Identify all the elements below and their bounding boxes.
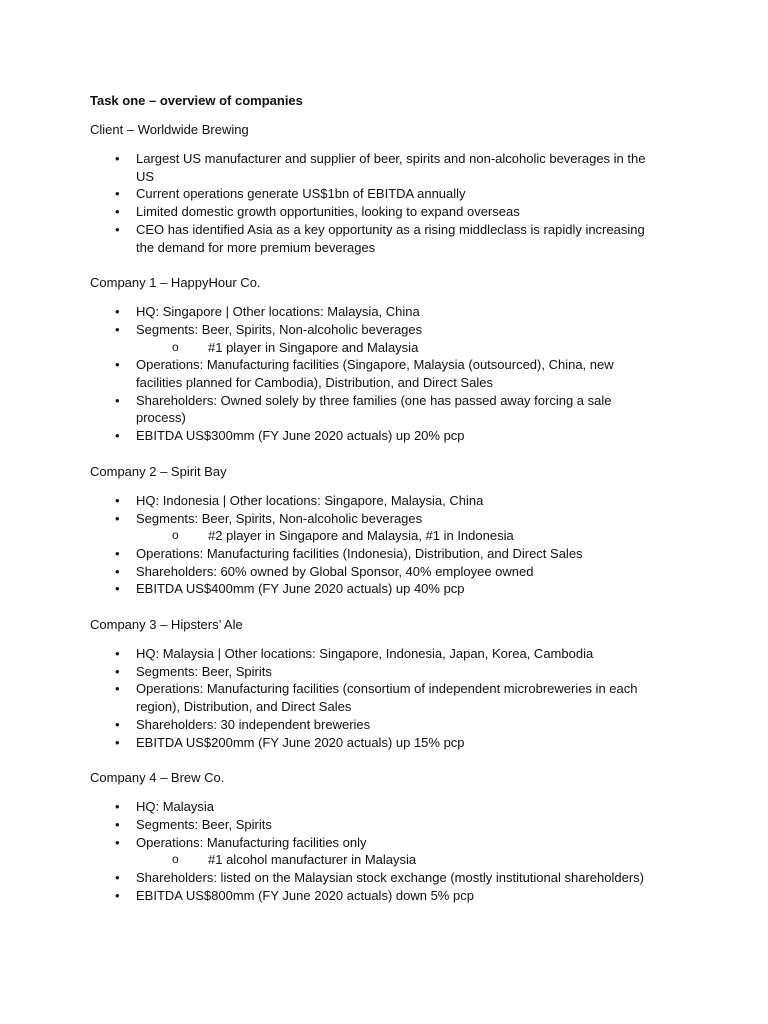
list-item-text: HQ: Malaysia | Other locations: Singapore, Indonesia, Japan, Korea, Cambodia	[136, 646, 594, 662]
bullet-icon: •	[115, 663, 120, 679]
list-item	[90, 798, 660, 816]
list-item-text: #1 player in Singapore and Malaysia	[208, 339, 419, 355]
list-item-text: Limited domestic growth opportunities, looking to expand overseas	[136, 204, 520, 220]
bullet-icon: •	[115, 816, 120, 832]
bullet-icon: •	[115, 870, 120, 886]
list-item	[90, 510, 660, 528]
bullet-icon: •	[115, 563, 120, 579]
list-item-text: Operations: Manufacturing facilities (consortium of independent microbreweries in each region), Distribution, and Direct Sales	[136, 681, 638, 715]
bullet-list	[90, 645, 660, 751]
bullet-icon: •	[115, 734, 120, 750]
list-item	[90, 645, 660, 663]
list-item-text: EBITDA US$300mm (FY June 2020 actuals) up 20% pcp	[136, 428, 465, 444]
bullet-list	[90, 303, 660, 445]
section-title: Company 1 – HappyHour Co.	[90, 275, 261, 291]
section-title: Company 2 – Spirit Bay	[90, 463, 227, 479]
bullet-icon: •	[115, 887, 120, 903]
list-item-text: Segments: Beer, Spirits	[136, 663, 272, 679]
hollow-bullet-icon: o	[172, 852, 179, 867]
sections-container	[90, 121, 660, 905]
bullet-icon: •	[115, 799, 120, 815]
list-item	[90, 356, 660, 391]
sub-list-item	[90, 527, 660, 545]
hollow-bullet-icon: o	[172, 339, 179, 354]
bullet-icon: •	[115, 510, 120, 526]
bullet-icon: •	[115, 321, 120, 337]
sub-list-item	[90, 851, 660, 869]
list-item-text: EBITDA US$400mm (FY June 2020 actuals) up 40% pcp	[136, 581, 465, 597]
list-item	[90, 887, 660, 905]
bullet-list	[90, 150, 660, 256]
list-item-text: Segments: Beer, Spirits, Non-alcoholic beverages	[136, 510, 423, 526]
bullet-icon: •	[115, 221, 120, 237]
bullet-icon: •	[115, 581, 120, 597]
list-item	[90, 680, 660, 715]
list-item	[90, 834, 660, 852]
list-item-text: Operations: Manufacturing facilities only	[136, 834, 367, 850]
list-item-text: #2 player in Singapore and Malaysia, #1 in Indonesia	[208, 528, 514, 544]
bullet-icon: •	[115, 492, 120, 508]
company-section	[90, 463, 660, 598]
list-item-text: HQ: Indonesia | Other locations: Singapore, Malaysia, China	[136, 492, 484, 508]
list-item	[90, 203, 660, 221]
list-item	[90, 303, 660, 321]
list-item	[90, 545, 660, 563]
list-item-text: EBITDA US$800mm (FY June 2020 actuals) down 5% pcp	[136, 887, 474, 903]
company-section	[90, 616, 660, 751]
bullet-icon: •	[115, 834, 120, 850]
company-section	[90, 274, 660, 445]
list-item-text: HQ: Singapore | Other locations: Malaysia, China	[136, 304, 420, 320]
list-item-text: #1 alcohol manufacturer in Malaysia	[208, 852, 417, 868]
sub-list-item	[90, 339, 660, 357]
list-item	[90, 580, 660, 598]
bullet-icon: •	[115, 204, 120, 220]
bullet-icon: •	[115, 646, 120, 662]
list-item-text: Segments: Beer, Spirits, Non-alcoholic beverages	[136, 321, 423, 337]
bullet-icon: •	[115, 357, 120, 373]
list-item	[90, 734, 660, 752]
list-item-text: HQ: Malaysia	[136, 799, 215, 815]
bullet-icon: •	[115, 716, 120, 732]
bullet-icon: •	[115, 681, 120, 697]
list-item	[90, 392, 660, 427]
bullet-list	[90, 798, 660, 904]
section-title: Client – Worldwide Brewing	[90, 122, 249, 137]
bullet-icon: •	[115, 186, 120, 202]
section-title: Company 3 – Hipsters’ Ale	[90, 617, 243, 633]
list-item	[90, 427, 660, 445]
bullet-icon: •	[115, 545, 120, 561]
list-item-text: Shareholders: listed on the Malaysian stock exchange (mostly institutional shareholders)	[136, 870, 644, 886]
list-item	[90, 816, 660, 834]
section-title: Company 4 – Brew Co.	[90, 770, 225, 786]
list-item	[90, 185, 660, 203]
list-item	[90, 663, 660, 681]
bullet-icon: •	[115, 392, 120, 408]
list-item	[90, 492, 660, 510]
bullet-list	[90, 492, 660, 598]
list-item	[90, 869, 660, 887]
list-item-text: Shareholders: Owned solely by three families (one has passed away forcing a sale process)	[136, 392, 612, 426]
bullet-icon: •	[115, 304, 120, 320]
company-section	[90, 769, 660, 904]
list-item	[90, 221, 660, 256]
list-item	[90, 150, 660, 185]
list-item-text: Shareholders: 30 independent breweries	[136, 716, 371, 732]
list-item-text: Shareholders: 60% owned by Global Sponsor, 40% employee owned	[136, 563, 534, 579]
list-item-text: EBITDA US$200mm (FY June 2020 actuals) up 15% pcp	[136, 734, 465, 750]
list-item-text: Segments: Beer, Spirits	[136, 816, 272, 832]
document-title: Task one – overview of companies	[90, 93, 303, 108]
list-item	[90, 321, 660, 339]
hollow-bullet-icon: o	[172, 528, 179, 543]
list-item	[90, 563, 660, 581]
bullet-icon: •	[115, 151, 120, 166]
list-item-text: Largest US manufacturer and supplier of beer, spirits and non-alcoholic beverages in the US	[136, 151, 646, 184]
company-section	[90, 121, 660, 256]
list-item-text: Current operations generate US$1bn of EBITDA annually	[136, 186, 466, 202]
list-item-text: CEO has identified Asia as a key opportunity as a rising middleclass is rapidly increasing the demand for more premium beverages	[136, 221, 645, 255]
list-item-text: Operations: Manufacturing facilities (Indonesia), Distribution, and Direct Sales	[136, 545, 583, 561]
document-page	[90, 92, 660, 923]
list-item	[90, 716, 660, 734]
bullet-icon: •	[115, 428, 120, 444]
list-item-text: Operations: Manufacturing facilities (Singapore, Malaysia (outsourced), China, new facilities planned for Cambodia), Distribution, and Direct Sales	[136, 357, 614, 391]
